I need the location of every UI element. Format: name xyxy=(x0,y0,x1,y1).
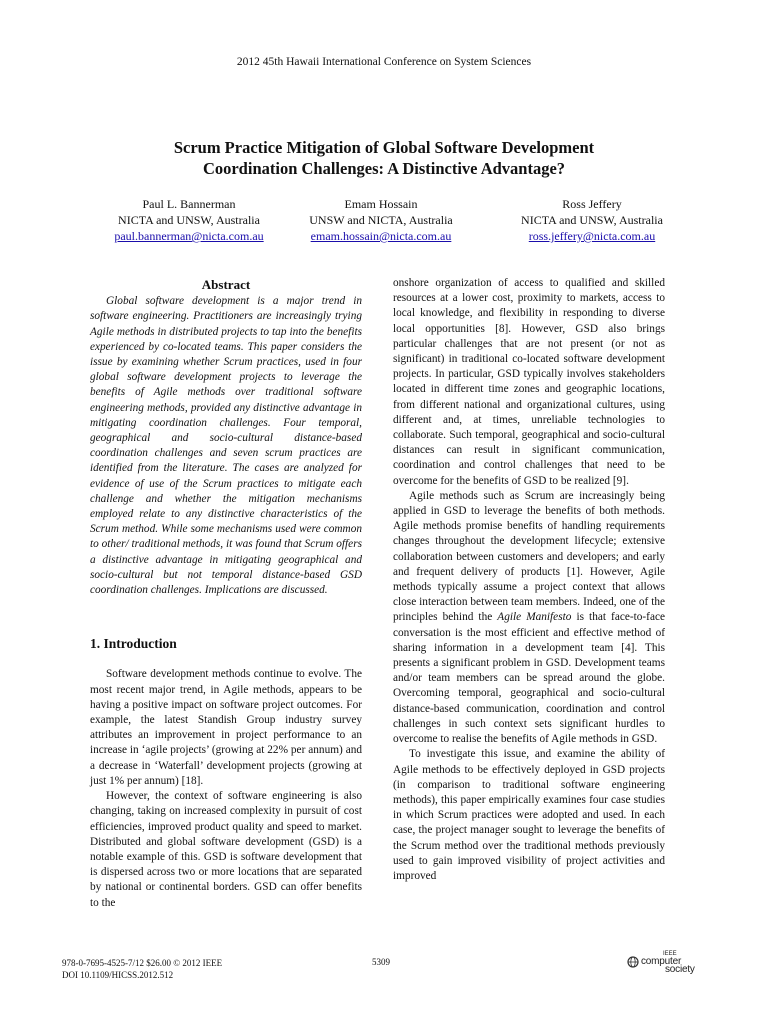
author-affiliation: NICTA and UNSW, Australia xyxy=(521,213,663,227)
logo-ieee: IEEE xyxy=(663,951,677,957)
footer-publication-info xyxy=(62,957,222,981)
author-email-link[interactable]: ross.jeffery@nicta.com.au xyxy=(528,229,656,243)
author-email-link[interactable]: paul.bannerman@nicta.com.au xyxy=(114,229,264,243)
paper-title-line-1: Scrum Practice Mitigation of Global Software Development xyxy=(173,138,595,157)
conference-header: 2012 45th Hawaii International Conference on System Sciences xyxy=(236,56,532,68)
footer-isbn: 978-0-7695-4525-7/12 $26.00 © 2012 IEEE xyxy=(62,958,223,968)
left-column xyxy=(90,277,362,911)
introduction-heading: 1. Introduction xyxy=(90,636,177,652)
logo-society: society xyxy=(665,964,695,975)
author-affiliation: NICTA and UNSW, Australia xyxy=(118,213,260,227)
abstract-body: Global software development is a major trend in software engineering. Practitioners are increasingly trying Agile methods in distributed projects to tap into the benefits experienced by co-located teams. This paper considers the issue by examining whether Scrum practices, used in four global software development projects to leverage the benefits of Agile methods over traditional software engineering methods, provided any distinctive advantage in mitigating coordination challenges. Four temporal, geographical and socio-cultural distance-based coordination challenges and seven scrum practices are identified from the literature. The cases are analyzed for evidence of use of the Scrum practices to mitigate each challenge and whether the mitigation mechanisms employed relate to any distinctive characteristics of the Scrum method. While some mechanisms used were common to other/ traditional methods, it was found that Scrum offers a distinctive advantage in mitigating geographical and socio-cultural but not temporal distance-based GSD coordination challenges. Implications are discussed. xyxy=(90,295,362,597)
globe-icon xyxy=(627,956,639,968)
paper-title-line-2: Coordination Challenges: A Distinctive Advantage? xyxy=(202,159,566,178)
right-paragraph-3: To investigate this issue, and examine the ability of Agile methods to be effectively deployed in GSD projects (in comparison to traditional software engineering methods), this paper empirically examines four case studies in which Scrum practices were adopted and used. In each case, the project manager sought to leverage the benefits of the Scrum method over the traditional methods previously used to gain improved visibility of project activities and improved xyxy=(393,748,665,882)
right-paragraph-2-text-a: Agile methods such as Scrum are increasingly being applied in GSD to leverage the benefits of both methods. Agile methods promise benefits of handling requirements changes throughout the development lifecycle; extensive collaboration between customers and developers; and early and frequent delivery of products [1]. However, Agile methods typically assume a project context that allows close interaction between team members. Indeed, one of the principles behind the xyxy=(393,489,665,624)
author-block-2 xyxy=(266,196,496,244)
abstract-heading: Abstract xyxy=(201,277,251,292)
introduction-paragraph-2: However, the context of software engineering is also changing, taking on increased complexity in pursuit of cost efficiencies, improved product quality and speed to market. Distributed and global software development (GSD) is a notable example of this. GSD is software development that is dispersed across two or more locations that are separated by national or continental borders. GSD can offer benefits to the xyxy=(90,790,362,909)
introduction-paragraph-1: Software development methods continue to evolve. The most recent major trend, in Agile methods, appears to be having a positive impact on software project outcomes. For example, the latest Standish Group industry survey attributes an improvement in project performance to an increase in ‘agile projects’ (growing at 22% per annum) and a decrease in ‘Waterfall’ development projects (growing at just 1% per annum) [18]. xyxy=(90,668,362,787)
author-email-link[interactable]: emam.hossain@nicta.com.au xyxy=(310,229,452,243)
logo-computer: computer xyxy=(641,956,682,967)
paper-title xyxy=(0,137,768,179)
agile-manifesto-term: Agile Manifesto xyxy=(497,611,572,624)
right-paragraph-1: onshore organization of access to qualified and skilled resources at a lower cost, proximity to markets, access to local knowledge, and flexibility in responding to diverse local opportunities [8]. However, GSD also brings particular challenges that are not present (or not as significant) in traditional co-located software development projects. In particular, GSD typically involves stakeholders located in different time zones and geographic locations, from different national and organizational cultures, using different and, at times, unreliable technologies to collaborate. Such temporal, geographical and socio-cultural distances can result in significant communication, coordination and control challenges that need to be overcome for the benefits of GSD to be realized [9]. xyxy=(393,277,665,487)
ieee-computer-society-logo xyxy=(627,950,707,980)
author-name: Emam Hossain xyxy=(344,197,418,211)
footer-doi: DOI 10.1109/HICSS.2012.512 xyxy=(62,970,174,980)
author-name: Paul L. Bannerman xyxy=(142,197,236,211)
logo-wordmark xyxy=(641,950,695,974)
author-affiliation: UNSW and NICTA, Australia xyxy=(309,213,453,227)
right-column xyxy=(393,276,665,884)
right-paragraph-2 xyxy=(393,489,665,747)
right-paragraph-2-text-b: is that face-to-face conversation is the most efficient and effective method of sharing information in a development team [4]. This presents a significant problem in GSD. Development teams and/or team members can be spread around the globe. Overcoming temporal, geographical and socio-cultural distance-based communication, coordination and control challenges in such context sets significant hurdles to overcome to realise the benefits of Agile methods in GSD. xyxy=(393,611,665,746)
author-block-3 xyxy=(477,196,707,244)
author-name: Ross Jeffery xyxy=(562,197,622,211)
page-number: 5309 xyxy=(372,957,390,967)
